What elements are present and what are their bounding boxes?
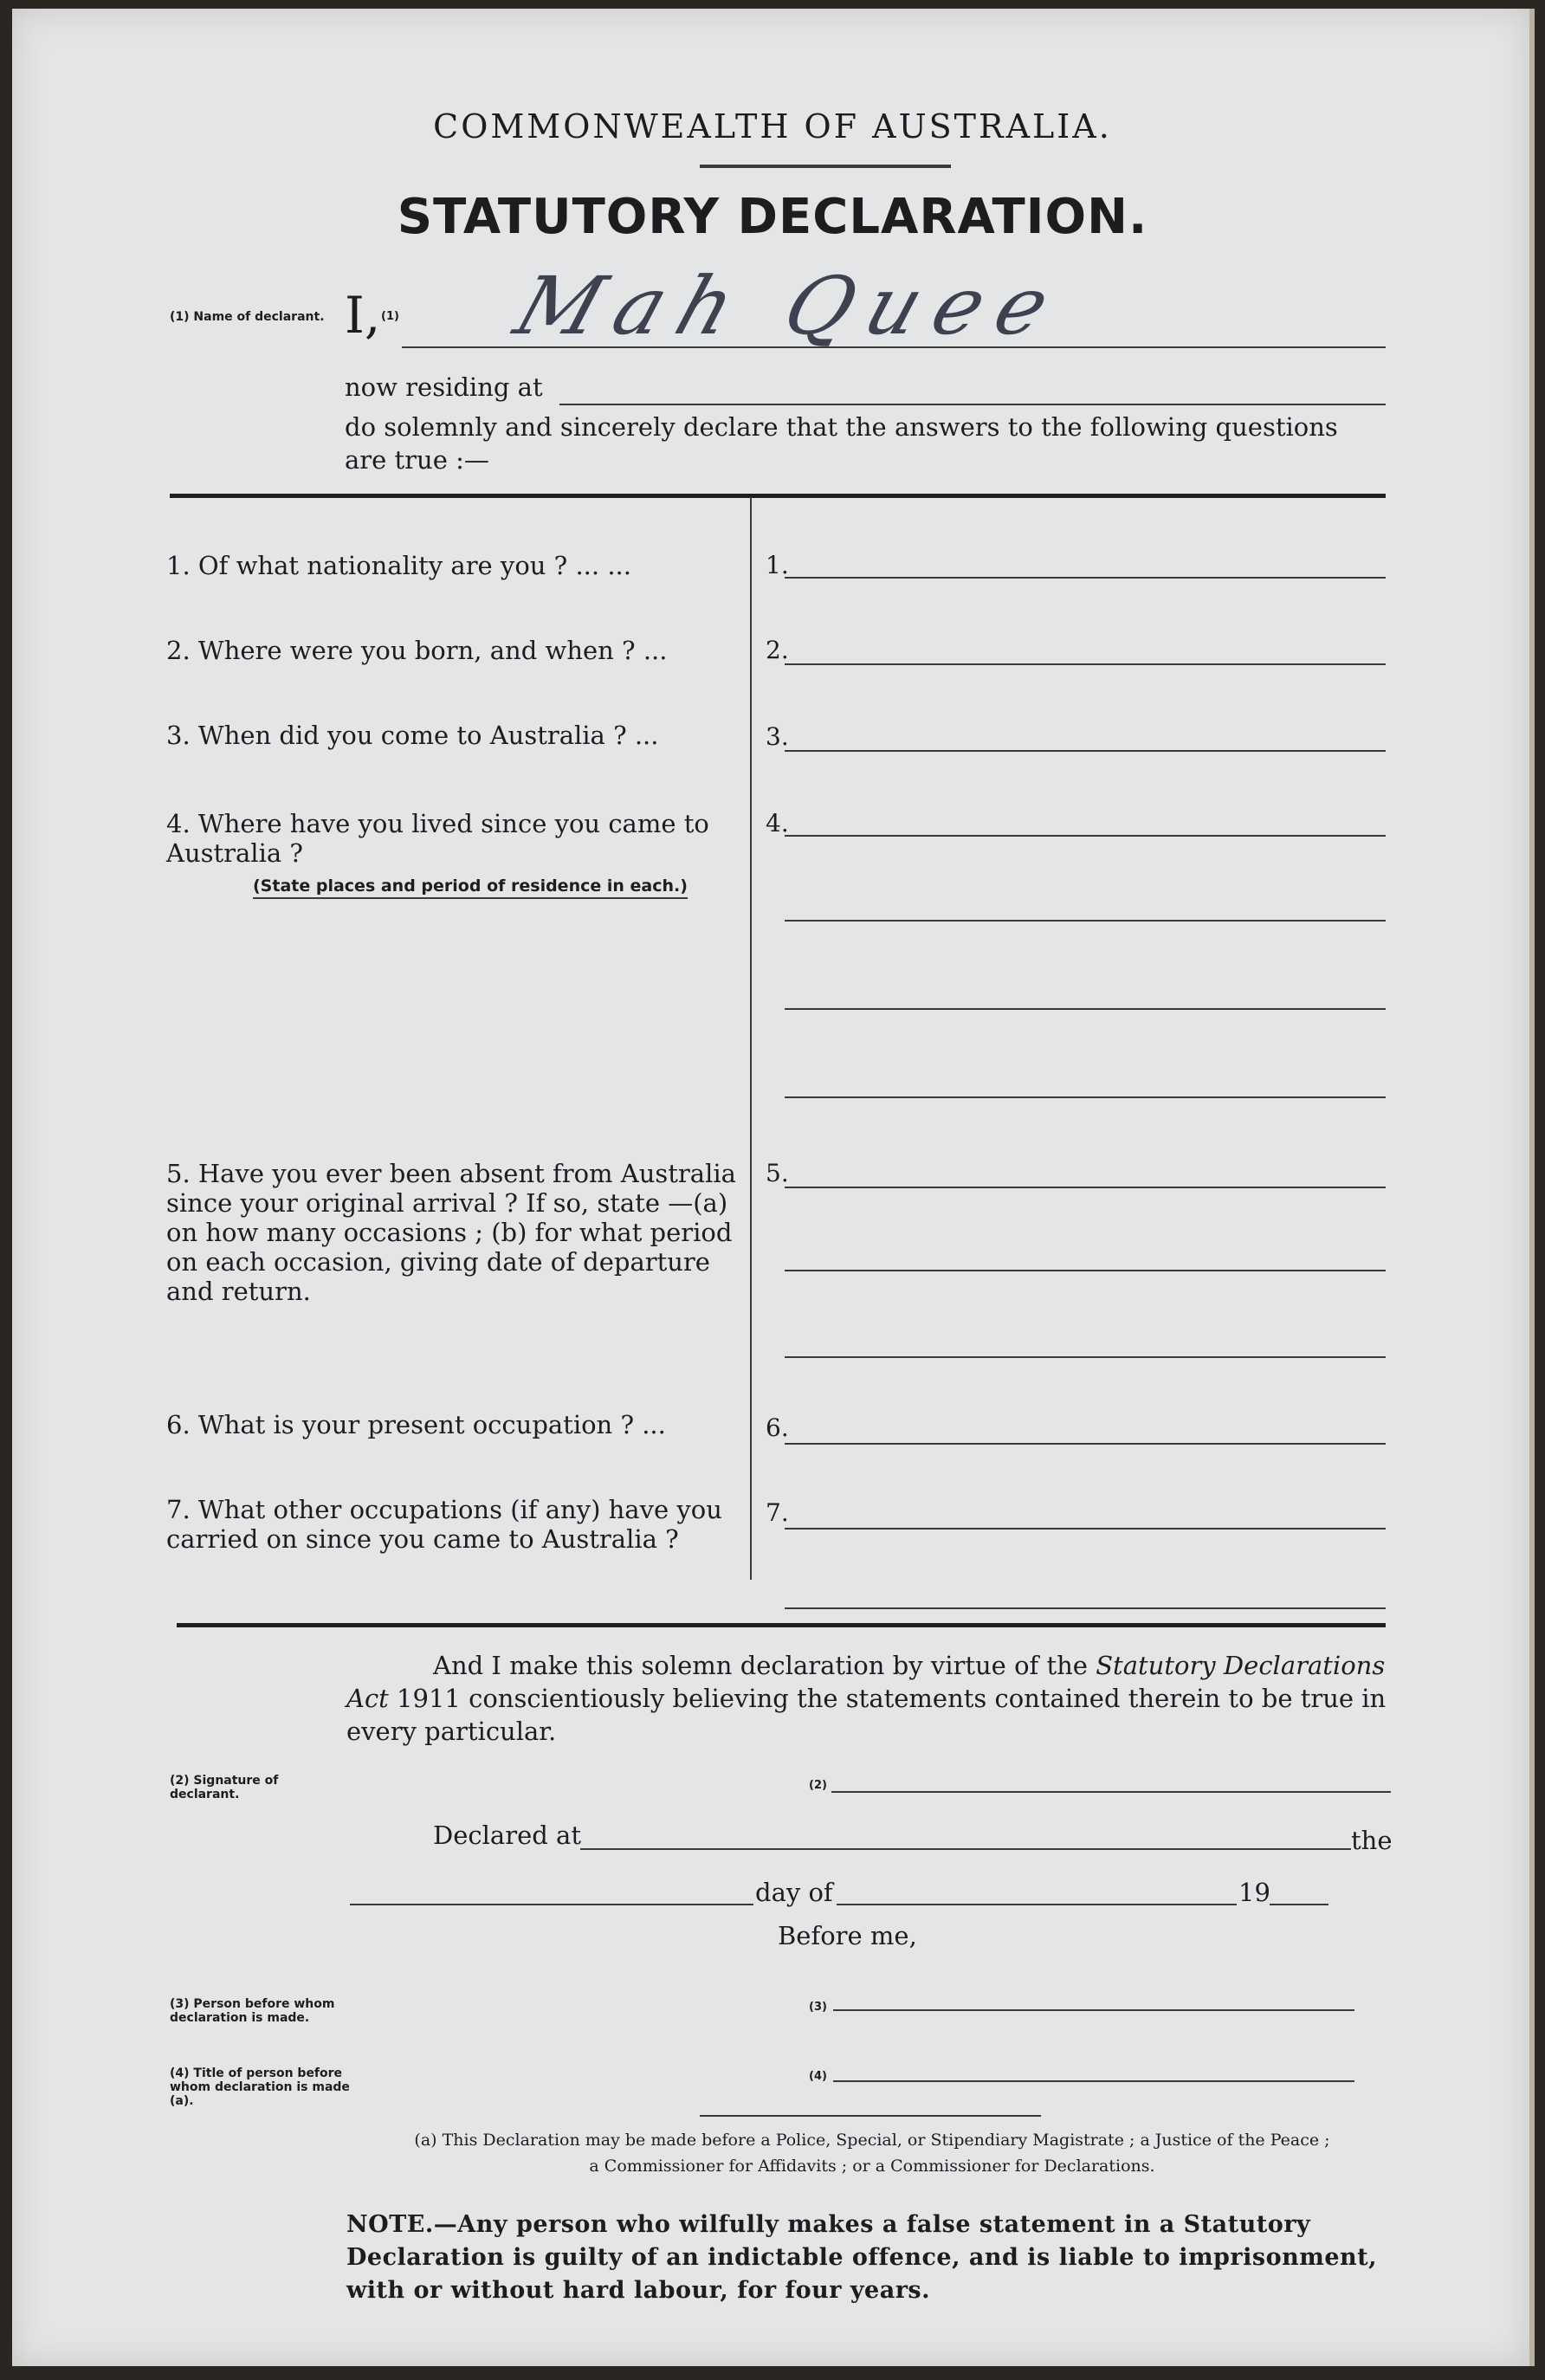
footnote-line-2: a Commissioner for Affidavits ; or a Commissioner for Declarations. bbox=[589, 2157, 1155, 2176]
declared-at-line[interactable] bbox=[580, 1848, 1351, 1850]
answer-7-line-1[interactable] bbox=[785, 1528, 1386, 1530]
margin-note-person: (3) Person before whom declaration is made. bbox=[170, 1997, 335, 2025]
day-line[interactable] bbox=[350, 1904, 753, 1905]
question-7: 7. What other occupations (if any) have you carried on since you came to Australia ? bbox=[166, 1495, 722, 1554]
day-of-label: day of bbox=[755, 1878, 833, 1907]
answer-3-number: 3. bbox=[766, 722, 789, 751]
handwritten-name: Mah Quee bbox=[504, 260, 1076, 352]
before-me-label: Before me, bbox=[778, 1921, 917, 1950]
year-line[interactable] bbox=[1270, 1904, 1328, 1905]
column-divider bbox=[750, 497, 752, 1580]
declared-at-label: Declared at bbox=[433, 1821, 581, 1850]
country-heading: COMMONWEALTH OF AUSTRALIA. bbox=[433, 107, 1112, 146]
question-2: 2. Where were you born, and when ? ... bbox=[166, 636, 668, 665]
answer-6-line[interactable] bbox=[785, 1443, 1386, 1445]
legal-note: NOTE.—Any person who wilfully makes a false statement in a Statutory Declaration is guilty of an indictable offence, and is liable to imprisonment, with or without hard labour, for four years. bbox=[346, 2211, 1378, 2304]
footnote-rule bbox=[700, 2115, 1041, 2117]
question-4-note: (State places and period of residence in each.) bbox=[253, 876, 688, 899]
footnote-line-1: (a) This Declaration may be made before a Police, Special, or Stipendiary Magistrate ; a Justice of the Peace ; bbox=[414, 2131, 1330, 2150]
the-label: the bbox=[1351, 1826, 1393, 1855]
answer-2-line[interactable] bbox=[785, 663, 1386, 665]
answer-5-line-3[interactable] bbox=[785, 1356, 1386, 1358]
section-rule-bottom bbox=[177, 1623, 1386, 1627]
residing-label: now residing at bbox=[345, 372, 543, 402]
section-rule-top bbox=[170, 494, 1386, 498]
question-5: 5. Have you ever been absent from Australia since your original arrival ? If so, state —(a) on how many occasions ; (b) for what period on each occasion, giving date of departure and return. bbox=[166, 1159, 736, 1306]
declarant-prefix: I, bbox=[345, 286, 381, 345]
signature-mark: (2) bbox=[809, 1779, 827, 1792]
title-line[interactable] bbox=[833, 2080, 1354, 2082]
answer-6-number: 6. bbox=[766, 1413, 789, 1442]
question-6: 6. What is your present occupation ? ... bbox=[166, 1410, 666, 1439]
margin-note-signature: (2) Signature of declarant. bbox=[170, 1774, 279, 1801]
answer-4-line-1[interactable] bbox=[785, 835, 1386, 837]
answer-7-number: 7. bbox=[766, 1498, 789, 1527]
answer-3-line[interactable] bbox=[785, 750, 1386, 752]
question-3: 3. When did you come to Australia ? ... bbox=[166, 721, 659, 750]
answer-4-line-3[interactable] bbox=[785, 1008, 1386, 1010]
answer-5-line-1[interactable] bbox=[785, 1187, 1386, 1188]
answer-4-line-4[interactable] bbox=[785, 1096, 1386, 1098]
document-title: STATUTORY DECLARATION. bbox=[397, 189, 1148, 245]
answer-4-number: 4. bbox=[766, 809, 789, 838]
answer-1-number: 1. bbox=[766, 551, 789, 579]
answer-7-line-2[interactable] bbox=[785, 1607, 1386, 1609]
title-mark: (4) bbox=[809, 2070, 827, 2083]
declaration-text: And I make this solemn declaration by virtue of the Statutory Declarations Act 1911 conscientiously believing the statements contained therein to be true in every particular. bbox=[346, 1651, 1387, 1746]
heading-rule bbox=[700, 165, 951, 168]
declaration-intro: do solemnly and sincerely declare that the answers to the following questions are true :— bbox=[345, 412, 1338, 475]
declarant-sup: (1) bbox=[381, 310, 399, 323]
answer-5-number: 5. bbox=[766, 1159, 789, 1187]
question-1: 1. Of what nationality are you ? ... ... bbox=[166, 551, 631, 580]
margin-note-declarant: (1) Name of declarant. bbox=[170, 310, 325, 324]
month-line[interactable] bbox=[837, 1904, 1237, 1905]
margin-note-title: (4) Title of person before whom declaration is made (a). bbox=[170, 2066, 350, 2108]
person-mark: (3) bbox=[809, 2001, 827, 2014]
answer-5-line-2[interactable] bbox=[785, 1270, 1386, 1271]
person-line[interactable] bbox=[833, 2009, 1354, 2011]
year-label: 19 bbox=[1238, 1878, 1270, 1907]
answer-1-line[interactable] bbox=[785, 577, 1386, 579]
answer-4-line-2[interactable] bbox=[785, 920, 1386, 922]
answer-2-number: 2. bbox=[766, 636, 789, 664]
name-line[interactable] bbox=[402, 346, 1386, 348]
act-name: Statutory Declarations Act bbox=[346, 1651, 1386, 1713]
signature-line[interactable] bbox=[831, 1791, 1391, 1793]
question-4: 4. Where have you lived since you came to Australia ? bbox=[166, 809, 709, 868]
residence-line[interactable] bbox=[559, 404, 1386, 405]
